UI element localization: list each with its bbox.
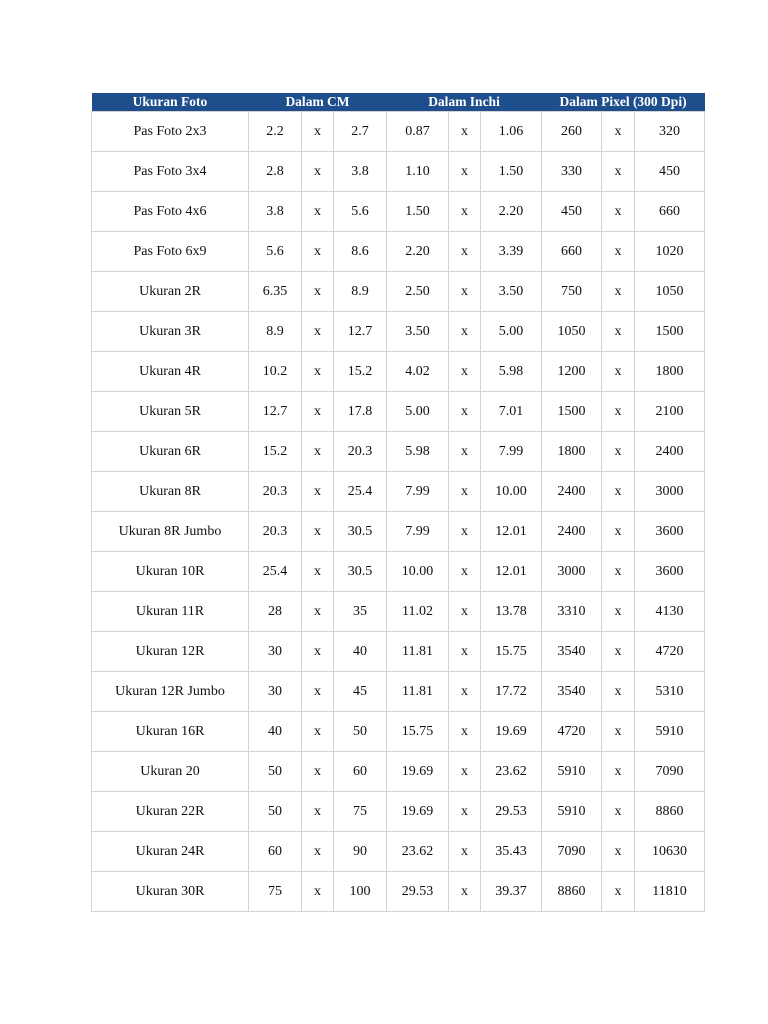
separator-cell: x bbox=[449, 432, 481, 472]
pixel-height-cell: 320 bbox=[635, 112, 705, 152]
table-row bbox=[92, 112, 705, 152]
pixel-height-cell: 4720 bbox=[635, 632, 705, 672]
cm-width-cell: 30 bbox=[249, 672, 302, 712]
pixel-width-cell: 260 bbox=[542, 112, 602, 152]
inch-width-cell: 0.87 bbox=[387, 112, 449, 152]
inch-width-cell: 11.81 bbox=[387, 632, 449, 672]
separator-cell: x bbox=[449, 632, 481, 672]
pixel-height-cell: 3600 bbox=[635, 512, 705, 552]
inch-height-cell: 12.01 bbox=[481, 552, 542, 592]
inch-height-cell: 5.00 bbox=[481, 312, 542, 352]
table-row bbox=[92, 352, 705, 392]
table-row bbox=[92, 192, 705, 232]
pixel-width-cell: 2400 bbox=[542, 472, 602, 512]
inch-height-cell: 1.06 bbox=[481, 112, 542, 152]
table-row bbox=[92, 832, 705, 872]
cm-width-cell: 2.2 bbox=[249, 112, 302, 152]
cm-height-cell: 8.6 bbox=[334, 232, 387, 272]
pixel-width-cell: 2400 bbox=[542, 512, 602, 552]
cm-width-cell: 28 bbox=[249, 592, 302, 632]
separator-cell: x bbox=[302, 872, 334, 912]
pixel-width-cell: 3540 bbox=[542, 672, 602, 712]
separator-cell: x bbox=[302, 792, 334, 832]
separator-cell: x bbox=[449, 712, 481, 752]
inch-width-cell: 15.75 bbox=[387, 712, 449, 752]
cm-height-cell: 30.5 bbox=[334, 512, 387, 552]
cm-height-cell: 8.9 bbox=[334, 272, 387, 312]
table-row bbox=[92, 392, 705, 432]
size-name-cell: Pas Foto 3x4 bbox=[92, 152, 249, 192]
pixel-width-cell: 750 bbox=[542, 272, 602, 312]
inch-width-cell: 10.00 bbox=[387, 552, 449, 592]
separator-cell: x bbox=[449, 232, 481, 272]
pixel-width-cell: 330 bbox=[542, 152, 602, 192]
separator-cell: x bbox=[449, 552, 481, 592]
separator-cell: x bbox=[449, 272, 481, 312]
separator-cell: x bbox=[602, 792, 635, 832]
pixel-height-cell: 10630 bbox=[635, 832, 705, 872]
cm-height-cell: 30.5 bbox=[334, 552, 387, 592]
inch-height-cell: 10.00 bbox=[481, 472, 542, 512]
separator-cell: x bbox=[602, 432, 635, 472]
table-row bbox=[92, 752, 705, 792]
inch-width-cell: 7.99 bbox=[387, 472, 449, 512]
inch-height-cell: 7.99 bbox=[481, 432, 542, 472]
separator-cell: x bbox=[602, 592, 635, 632]
pixel-height-cell: 8860 bbox=[635, 792, 705, 832]
pixel-width-cell: 1500 bbox=[542, 392, 602, 432]
cm-width-cell: 20.3 bbox=[249, 512, 302, 552]
table-row bbox=[92, 672, 705, 712]
inch-width-cell: 2.20 bbox=[387, 232, 449, 272]
separator-cell: x bbox=[449, 312, 481, 352]
separator-cell: x bbox=[302, 552, 334, 592]
size-name-cell: Ukuran 8R Jumbo bbox=[92, 512, 249, 552]
table-row bbox=[92, 232, 705, 272]
pixel-width-cell: 3000 bbox=[542, 552, 602, 592]
separator-cell: x bbox=[449, 112, 481, 152]
pixel-width-cell: 660 bbox=[542, 232, 602, 272]
cm-height-cell: 3.8 bbox=[334, 152, 387, 192]
pixel-height-cell: 1050 bbox=[635, 272, 705, 312]
inch-width-cell: 11.02 bbox=[387, 592, 449, 632]
table-row bbox=[92, 152, 705, 192]
separator-cell: x bbox=[302, 472, 334, 512]
cm-height-cell: 35 bbox=[334, 592, 387, 632]
cm-width-cell: 8.9 bbox=[249, 312, 302, 352]
table-row bbox=[92, 312, 705, 352]
separator-cell: x bbox=[302, 312, 334, 352]
inch-width-cell: 23.62 bbox=[387, 832, 449, 872]
pixel-height-cell: 450 bbox=[635, 152, 705, 192]
size-name-cell: Ukuran 6R bbox=[92, 432, 249, 472]
separator-cell: x bbox=[449, 592, 481, 632]
inch-height-cell: 7.01 bbox=[481, 392, 542, 432]
pixel-width-cell: 3310 bbox=[542, 592, 602, 632]
separator-cell: x bbox=[449, 472, 481, 512]
size-name-cell: Ukuran 2R bbox=[92, 272, 249, 312]
table-row bbox=[92, 632, 705, 672]
pixel-height-cell: 2400 bbox=[635, 432, 705, 472]
separator-cell: x bbox=[302, 512, 334, 552]
cm-height-cell: 50 bbox=[334, 712, 387, 752]
inch-width-cell: 19.69 bbox=[387, 792, 449, 832]
separator-cell: x bbox=[602, 512, 635, 552]
separator-cell: x bbox=[302, 112, 334, 152]
cm-width-cell: 12.7 bbox=[249, 392, 302, 432]
size-name-cell: Ukuran 3R bbox=[92, 312, 249, 352]
pixel-width-cell: 1800 bbox=[542, 432, 602, 472]
separator-cell: x bbox=[449, 152, 481, 192]
cm-height-cell: 15.2 bbox=[334, 352, 387, 392]
separator-cell: x bbox=[602, 352, 635, 392]
separator-cell: x bbox=[302, 192, 334, 232]
header-dalam-pixel: Dalam Pixel (300 Dpi) bbox=[542, 93, 705, 112]
size-name-cell: Ukuran 16R bbox=[92, 712, 249, 752]
pixel-height-cell: 1800 bbox=[635, 352, 705, 392]
cm-height-cell: 25.4 bbox=[334, 472, 387, 512]
pixel-height-cell: 1020 bbox=[635, 232, 705, 272]
cm-height-cell: 60 bbox=[334, 752, 387, 792]
header-ukuran-foto: Ukuran Foto bbox=[92, 93, 249, 112]
size-name-cell: Pas Foto 6x9 bbox=[92, 232, 249, 272]
separator-cell: x bbox=[302, 392, 334, 432]
separator-cell: x bbox=[302, 352, 334, 392]
pixel-height-cell: 7090 bbox=[635, 752, 705, 792]
cm-width-cell: 25.4 bbox=[249, 552, 302, 592]
size-name-cell: Ukuran 10R bbox=[92, 552, 249, 592]
inch-width-cell: 5.98 bbox=[387, 432, 449, 472]
cm-width-cell: 20.3 bbox=[249, 472, 302, 512]
separator-cell: x bbox=[449, 192, 481, 232]
inch-height-cell: 35.43 bbox=[481, 832, 542, 872]
cm-width-cell: 50 bbox=[249, 752, 302, 792]
header-dalam-cm: Dalam CM bbox=[249, 93, 387, 112]
table-row bbox=[92, 712, 705, 752]
inch-width-cell: 1.10 bbox=[387, 152, 449, 192]
separator-cell: x bbox=[602, 752, 635, 792]
cm-height-cell: 12.7 bbox=[334, 312, 387, 352]
cm-width-cell: 5.6 bbox=[249, 232, 302, 272]
cm-width-cell: 40 bbox=[249, 712, 302, 752]
separator-cell: x bbox=[449, 392, 481, 432]
separator-cell: x bbox=[602, 672, 635, 712]
separator-cell: x bbox=[602, 392, 635, 432]
inch-width-cell: 19.69 bbox=[387, 752, 449, 792]
cm-width-cell: 30 bbox=[249, 632, 302, 672]
pixel-width-cell: 4720 bbox=[542, 712, 602, 752]
pixel-height-cell: 11810 bbox=[635, 872, 705, 912]
inch-width-cell: 7.99 bbox=[387, 512, 449, 552]
cm-width-cell: 10.2 bbox=[249, 352, 302, 392]
cm-height-cell: 40 bbox=[334, 632, 387, 672]
inch-height-cell: 2.20 bbox=[481, 192, 542, 232]
separator-cell: x bbox=[302, 632, 334, 672]
inch-height-cell: 17.72 bbox=[481, 672, 542, 712]
pixel-height-cell: 2100 bbox=[635, 392, 705, 432]
pixel-width-cell: 5910 bbox=[542, 752, 602, 792]
pixel-height-cell: 4130 bbox=[635, 592, 705, 632]
inch-height-cell: 13.78 bbox=[481, 592, 542, 632]
table-row bbox=[92, 552, 705, 592]
table-row bbox=[92, 792, 705, 832]
separator-cell: x bbox=[602, 872, 635, 912]
size-name-cell: Ukuran 12R bbox=[92, 632, 249, 672]
photo-size-table bbox=[91, 93, 705, 912]
separator-cell: x bbox=[302, 592, 334, 632]
inch-height-cell: 39.37 bbox=[481, 872, 542, 912]
separator-cell: x bbox=[302, 672, 334, 712]
inch-width-cell: 4.02 bbox=[387, 352, 449, 392]
inch-width-cell: 3.50 bbox=[387, 312, 449, 352]
pixel-width-cell: 1050 bbox=[542, 312, 602, 352]
inch-width-cell: 11.81 bbox=[387, 672, 449, 712]
separator-cell: x bbox=[602, 712, 635, 752]
pixel-height-cell: 1500 bbox=[635, 312, 705, 352]
table-row bbox=[92, 472, 705, 512]
inch-height-cell: 23.62 bbox=[481, 752, 542, 792]
table-row bbox=[92, 592, 705, 632]
cm-width-cell: 50 bbox=[249, 792, 302, 832]
inch-height-cell: 29.53 bbox=[481, 792, 542, 832]
inch-height-cell: 1.50 bbox=[481, 152, 542, 192]
header-dalam-inchi: Dalam Inchi bbox=[387, 93, 542, 112]
table-body bbox=[92, 112, 705, 912]
cm-height-cell: 45 bbox=[334, 672, 387, 712]
separator-cell: x bbox=[602, 192, 635, 232]
separator-cell: x bbox=[602, 552, 635, 592]
inch-width-cell: 5.00 bbox=[387, 392, 449, 432]
cm-height-cell: 17.8 bbox=[334, 392, 387, 432]
pixel-width-cell: 5910 bbox=[542, 792, 602, 832]
size-name-cell: Ukuran 8R bbox=[92, 472, 249, 512]
inch-height-cell: 19.69 bbox=[481, 712, 542, 752]
cm-height-cell: 75 bbox=[334, 792, 387, 832]
separator-cell: x bbox=[602, 152, 635, 192]
cm-height-cell: 20.3 bbox=[334, 432, 387, 472]
size-name-cell: Ukuran 22R bbox=[92, 792, 249, 832]
separator-cell: x bbox=[602, 472, 635, 512]
pixel-height-cell: 3600 bbox=[635, 552, 705, 592]
cm-height-cell: 90 bbox=[334, 832, 387, 872]
size-name-cell: Ukuran 12R Jumbo bbox=[92, 672, 249, 712]
cm-width-cell: 60 bbox=[249, 832, 302, 872]
size-name-cell: Ukuran 11R bbox=[92, 592, 249, 632]
separator-cell: x bbox=[449, 672, 481, 712]
separator-cell: x bbox=[302, 832, 334, 872]
pixel-width-cell: 1200 bbox=[542, 352, 602, 392]
pixel-height-cell: 5910 bbox=[635, 712, 705, 752]
table-row bbox=[92, 512, 705, 552]
inch-height-cell: 5.98 bbox=[481, 352, 542, 392]
size-name-cell: Pas Foto 2x3 bbox=[92, 112, 249, 152]
cm-width-cell: 15.2 bbox=[249, 432, 302, 472]
inch-height-cell: 15.75 bbox=[481, 632, 542, 672]
table-header-row bbox=[92, 93, 705, 112]
table-row bbox=[92, 272, 705, 312]
inch-height-cell: 3.50 bbox=[481, 272, 542, 312]
separator-cell: x bbox=[449, 792, 481, 832]
separator-cell: x bbox=[449, 512, 481, 552]
pixel-width-cell: 7090 bbox=[542, 832, 602, 872]
separator-cell: x bbox=[602, 232, 635, 272]
size-name-cell: Pas Foto 4x6 bbox=[92, 192, 249, 232]
separator-cell: x bbox=[302, 152, 334, 192]
separator-cell: x bbox=[602, 112, 635, 152]
cm-width-cell: 3.8 bbox=[249, 192, 302, 232]
cm-height-cell: 100 bbox=[334, 872, 387, 912]
separator-cell: x bbox=[602, 272, 635, 312]
table-row bbox=[92, 432, 705, 472]
cm-width-cell: 2.8 bbox=[249, 152, 302, 192]
table-row bbox=[92, 872, 705, 912]
separator-cell: x bbox=[302, 712, 334, 752]
separator-cell: x bbox=[449, 352, 481, 392]
size-name-cell: Ukuran 20 bbox=[92, 752, 249, 792]
separator-cell: x bbox=[302, 272, 334, 312]
pixel-width-cell: 8860 bbox=[542, 872, 602, 912]
separator-cell: x bbox=[449, 872, 481, 912]
separator-cell: x bbox=[449, 752, 481, 792]
cm-height-cell: 5.6 bbox=[334, 192, 387, 232]
inch-height-cell: 12.01 bbox=[481, 512, 542, 552]
size-name-cell: Ukuran 4R bbox=[92, 352, 249, 392]
size-name-cell: Ukuran 30R bbox=[92, 872, 249, 912]
pixel-height-cell: 5310 bbox=[635, 672, 705, 712]
inch-width-cell: 1.50 bbox=[387, 192, 449, 232]
separator-cell: x bbox=[602, 632, 635, 672]
separator-cell: x bbox=[602, 832, 635, 872]
pixel-width-cell: 450 bbox=[542, 192, 602, 232]
separator-cell: x bbox=[302, 432, 334, 472]
inch-width-cell: 2.50 bbox=[387, 272, 449, 312]
separator-cell: x bbox=[302, 752, 334, 792]
cm-height-cell: 2.7 bbox=[334, 112, 387, 152]
separator-cell: x bbox=[302, 232, 334, 272]
inch-width-cell: 29.53 bbox=[387, 872, 449, 912]
pixel-height-cell: 3000 bbox=[635, 472, 705, 512]
pixel-height-cell: 660 bbox=[635, 192, 705, 232]
separator-cell: x bbox=[602, 312, 635, 352]
cm-width-cell: 6.35 bbox=[249, 272, 302, 312]
size-name-cell: Ukuran 5R bbox=[92, 392, 249, 432]
pixel-width-cell: 3540 bbox=[542, 632, 602, 672]
cm-width-cell: 75 bbox=[249, 872, 302, 912]
size-name-cell: Ukuran 24R bbox=[92, 832, 249, 872]
separator-cell: x bbox=[449, 832, 481, 872]
inch-height-cell: 3.39 bbox=[481, 232, 542, 272]
